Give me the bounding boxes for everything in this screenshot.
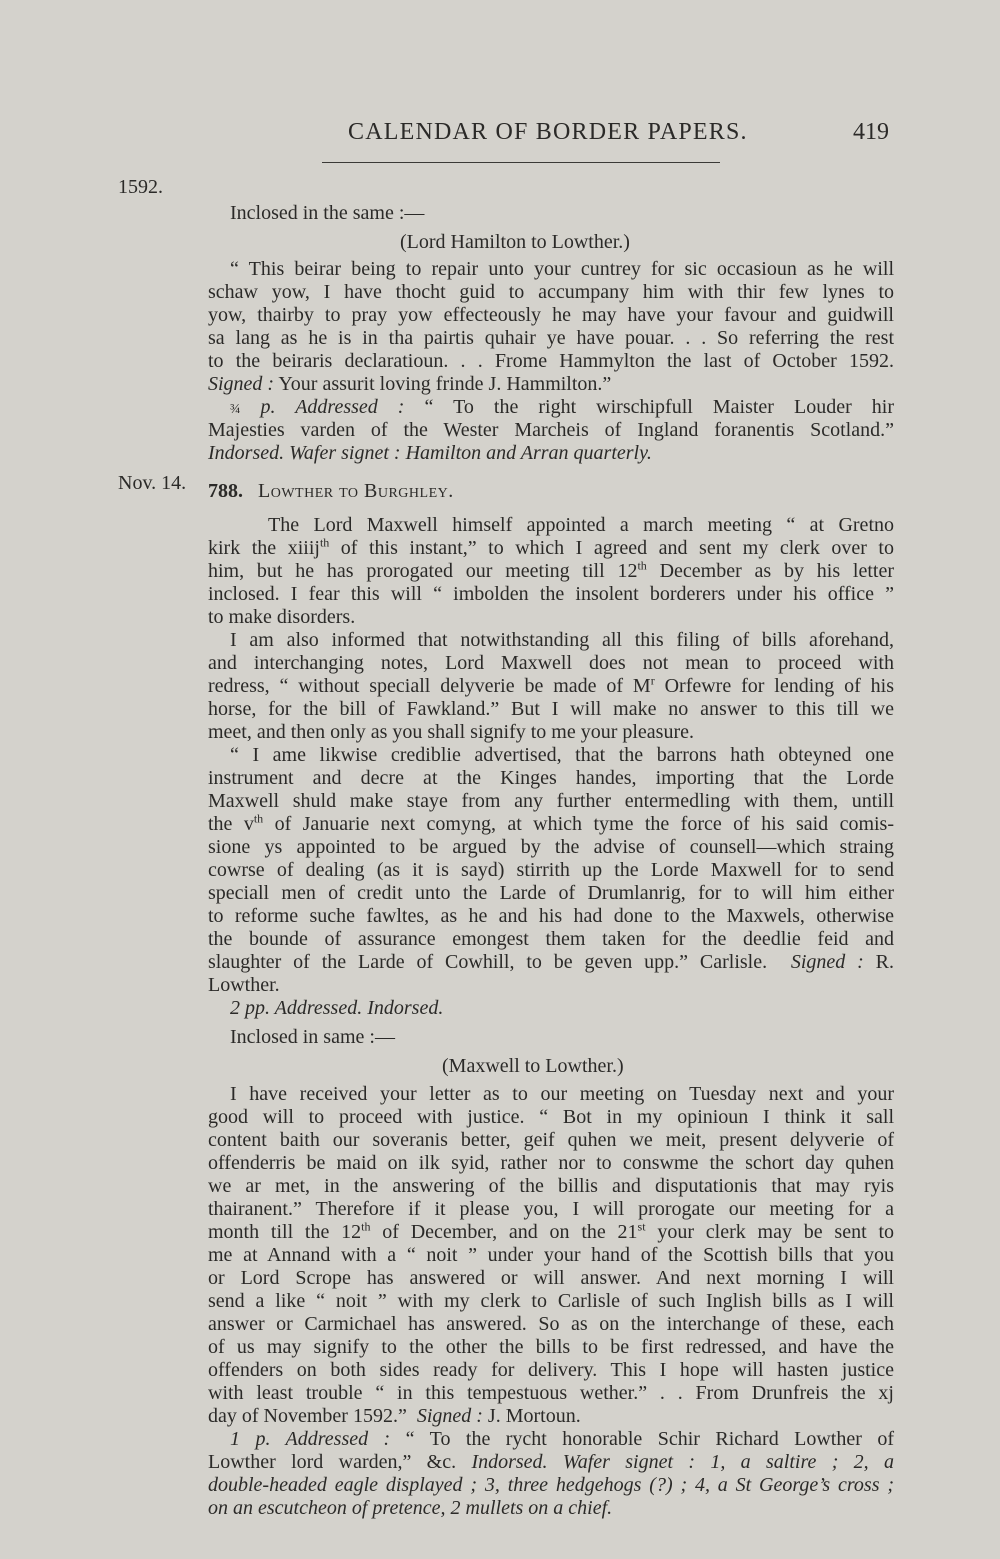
text-line: meet, and then only as you shall signify to me your pleasure. [208, 721, 695, 743]
text-line [208, 951, 894, 973]
text-line: Maxwell shuld make staye from any further entermedling with them, untill [208, 790, 894, 812]
text-line: instrument and decre at the Kinges handes, importing that the Lorde [208, 767, 894, 789]
text-line [208, 813, 894, 835]
text-line: me at Annand with a “ noit ” under your hand of the Scottish bills that you [208, 1244, 894, 1266]
text-line: Lowther. [208, 974, 280, 996]
addressed-label: Addressed : [270, 1428, 391, 1450]
text-line: or Lord Scrope has answered or will answer. And next morning I will [208, 1267, 894, 1289]
text-span: of this instant,” to which I agreed and sent my clerk over to [329, 537, 894, 559]
page-count: p. [240, 396, 276, 418]
page-number: 419 [853, 119, 889, 145]
margin-date: Nov. 14. [118, 472, 187, 494]
header-rule [322, 162, 720, 163]
text-span: the v [208, 813, 254, 835]
text-line: yow, thairby to pray yow effecteously he may have your favour and guidwill [208, 304, 894, 326]
entry-heading [208, 480, 454, 502]
entry-number: 788. [208, 480, 243, 502]
addressed-label: Addressed : [275, 396, 405, 418]
text-line: content baith our soveranis better, geif quhen we meit, present delyverie of [208, 1129, 894, 1151]
signature: Your assurit loving frinde J. Hammilton.” [274, 373, 612, 395]
inclosure-heading: (Maxwell to Lowther.) [442, 1055, 624, 1077]
text-line: cowrse of dealing (as it is sayd) stirrith up the Lorde Maxwell for to send [208, 859, 894, 881]
text-line: good will to proceed with justice. “ Bot in my opinioun I think it sall [208, 1106, 894, 1128]
text-line: speciall men of credit unto the Larde of Drumlanrig, for to will him either [208, 882, 894, 904]
text-span: of December, and on the 21 [370, 1221, 638, 1243]
text-line: I am also informed that notwithstanding all this filing of bills aforehand, [230, 629, 894, 651]
text-span: December as by his letter [646, 560, 894, 582]
text-line: schaw yow, I have thocht guid to accumpany him with thir few lynes to [208, 281, 894, 303]
running-header: CALENDAR OF BORDER PAPERS. [348, 119, 748, 145]
text-line: I have received your letter as to our meeting on Tuesday next and your [230, 1083, 894, 1105]
superscript: st [637, 1219, 646, 1234]
text-line: we ar met, in the answering of the billis and disputationis that may ryis [208, 1175, 894, 1197]
text-line: send a like “ noit ” with my clerk to Carlisle of such Inglish bills as I will [208, 1290, 894, 1312]
seal-description: 1, a saltire ; 2, a [695, 1451, 895, 1473]
text-span: your clerk may be sent to [645, 1221, 894, 1243]
text-line: and interchanging notes, Lord Maxwell does not mean to proceed with [208, 652, 894, 674]
text-line: “ This beirar being to repair unto your cuntrey for sic occasioun as he will [230, 258, 894, 280]
superscript: th [253, 811, 264, 826]
text-span: redress, “ without speciall delyverie be made of M [208, 675, 651, 697]
text-span: Lowther lord warden,” &c. [208, 1451, 457, 1473]
address-text: “ To the rycht honorable Schir Richard Lowther of [390, 1428, 894, 1450]
text-line: Indorsed. Wafer signet : Hamilton and Arran quarterly. [208, 442, 652, 464]
text-line: “ I ame likwise crediblie advertised, that the barrons hath obteyned one [230, 744, 894, 766]
signature: R. [863, 951, 895, 973]
text-line: inclosed. I fear this will “ imbolden the insolent borderers under his office ” [208, 583, 894, 605]
text-line: thairanent.” Therefore if it please you, I will prorogate our meeting for a [208, 1198, 894, 1220]
text-line: to reforme suche fawltes, as he and his had done to the Maxwels, otherwise [208, 905, 894, 927]
indorsed-label: Indorsed. Wafer signet : [456, 1451, 696, 1473]
text-line [208, 675, 894, 697]
text-line [208, 373, 611, 395]
text-line [208, 1221, 894, 1243]
entry-title: Lowther to Burghley. [258, 480, 454, 502]
text-span: slaughter of the Larde of Cowhill, to be geven upp.” Carlisle. [208, 951, 768, 973]
signed-label: Signed : [790, 951, 864, 973]
text-line: to the beiraris declaratioun. . . Frome Hammylton the last of October 1592. [208, 350, 894, 372]
text-line: with least trouble “ in this tempestuous wether.” . . From Drunfreis the xj [208, 1382, 894, 1404]
text-line [208, 1405, 581, 1427]
superscript: th [637, 558, 647, 573]
text-line: 2 pp. Addressed. Indorsed. [230, 997, 444, 1019]
text-line: horse, for the bill of Fawkland.” But I will make no answer to this till we [208, 698, 894, 720]
text-line [208, 1451, 894, 1473]
text-span: kirk the xiiij [208, 537, 320, 559]
text-line: to make disorders. [208, 606, 356, 628]
inclosure-note: Inclosed in same :— [230, 1026, 395, 1048]
signed-label: Signed : [416, 1405, 483, 1427]
margin-year: 1592. [118, 176, 163, 198]
text-line: offenders on both sides ready for delivery. This I hope will hasten justice [208, 1359, 894, 1381]
text-span: Orfewre for lending of his [654, 675, 895, 697]
text-line: on an escutcheon of pretence, 2 mullets on a chief. [208, 1497, 613, 1519]
superscript: th [361, 1219, 371, 1234]
inclosure-heading: (Lord Hamilton to Lowther.) [400, 231, 630, 253]
superscript: r [650, 673, 655, 688]
signed-label: Signed : [208, 373, 275, 395]
text-line: Majesties varden of the Wester Marcheis of Ingland foranentis Scotland.” [208, 419, 894, 441]
text-line [230, 396, 894, 421]
text-line [208, 537, 894, 559]
text-span: day of November 1592.” [208, 1405, 407, 1427]
text-line [230, 1428, 894, 1450]
text-span: of Januarie next comyng, at which tyme the force of his said comis- [263, 813, 894, 835]
text-line: double-headed eagle displayed ; 3, three hedgehogs (?) ; 4, a St George’s cross ; [208, 1474, 894, 1496]
text-line: the bounde of assurance emongest them taken for the deedlie feid and [208, 928, 894, 950]
text-line: The Lord Maxwell himself appointed a march meeting “ at Gretno [268, 514, 894, 536]
address-text: “ To the right wirschipfull Maister Louder hir [404, 396, 894, 418]
fraction: ¾ [230, 402, 241, 417]
text-line: sione ys appointed to be argued by the advise of counsell—which straing [208, 836, 894, 858]
text-line: of us may signify to the other the bills to be first redressed, and have the [208, 1336, 894, 1358]
signature: J. Mortoun. [482, 1405, 581, 1427]
text-line [208, 560, 894, 582]
text-line: offenderris be maid on ilk syid, rather nor to conswme the schort day quhen [208, 1152, 894, 1174]
text-span: him, but he has prorogated our meeting till 12 [208, 560, 638, 582]
text-line: sa lang as he is in tha pairtis quhair ye have pouar. . . So referring the rest [208, 327, 894, 349]
text-span: month till the 12 [208, 1221, 362, 1243]
superscript: th [319, 535, 330, 550]
inclosure-note: Inclosed in the same :— [230, 202, 425, 224]
page-count: 1 p. [230, 1428, 271, 1450]
text-line: answer or Carmichael has answered. So as on the interchange of these, each [208, 1313, 894, 1335]
